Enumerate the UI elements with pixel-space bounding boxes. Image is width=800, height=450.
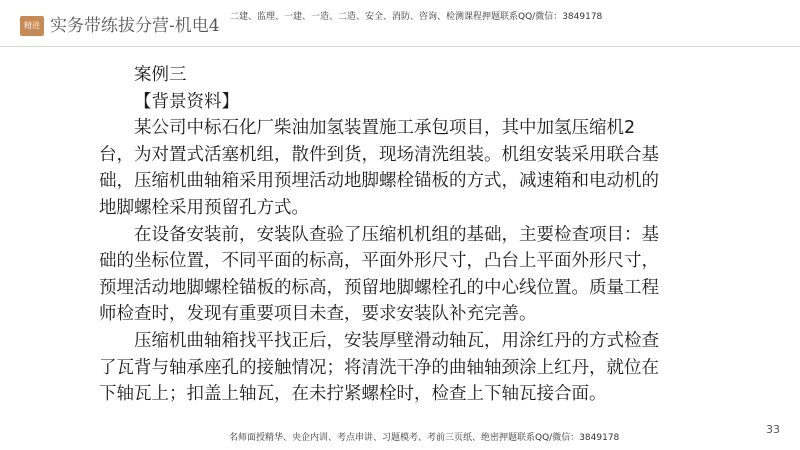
- header-divider: [0, 46, 800, 47]
- header-contact-text: 二建、监理、一建、一造、二造、安全、消防、咨询、检测课程押题联系QQ/微信：3849178: [230, 12, 603, 22]
- brand-logo: 精进: [20, 16, 44, 36]
- slide-content: [99, 62, 659, 408]
- course-title: 实务带练拔分营-机电4: [50, 16, 220, 36]
- paragraph-2: 在设备安装前，安装队查验了压缩机机组的基础，主要检查项目：基础的坐标位置，不同平面的标高，平面外形尺寸，凸台上平面外形尺寸，预埋活动地脚螺栓锚板的标高，预留地脚螺栓孔的中心线位置。质量工程师检查时，发现有重要项目未查，要求安装队补充完善。: [99, 224, 659, 325]
- paragraph-1: 某公司中标石化厂柴油加氢装置施工承包项目，其中加氢压缩机2台，为对置式活塞机组，散件到货，现场清洗组装。机组安装采用联合基础，压缩机曲轴箱采用预埋活动地脚螺栓锚板的方式，减速箱和电动机的地脚螺栓采用预留孔方式。: [99, 118, 659, 218]
- footer-contact-text: 名师面授精华、央企内训、考点串讲、习题模考、考前三页纸、绝密押题联系QQ/微信：3849178: [229, 433, 620, 443]
- section-heading: 【背景资料】: [134, 91, 239, 112]
- case-title: 案例三: [134, 65, 187, 85]
- page-number: 33: [766, 423, 780, 436]
- paragraph-3: 压缩机曲轴箱找平找正后，安装厚壁滑动轴瓦，用涂红丹的方式检查了瓦背与轴承座孔的接触情况；将清洗干净的曲轴轴颈涂上红丹，就位在下轴瓦上；扣盖上轴瓦，在未拧紧螺栓时，检查上下轴瓦接合面。: [99, 330, 659, 405]
